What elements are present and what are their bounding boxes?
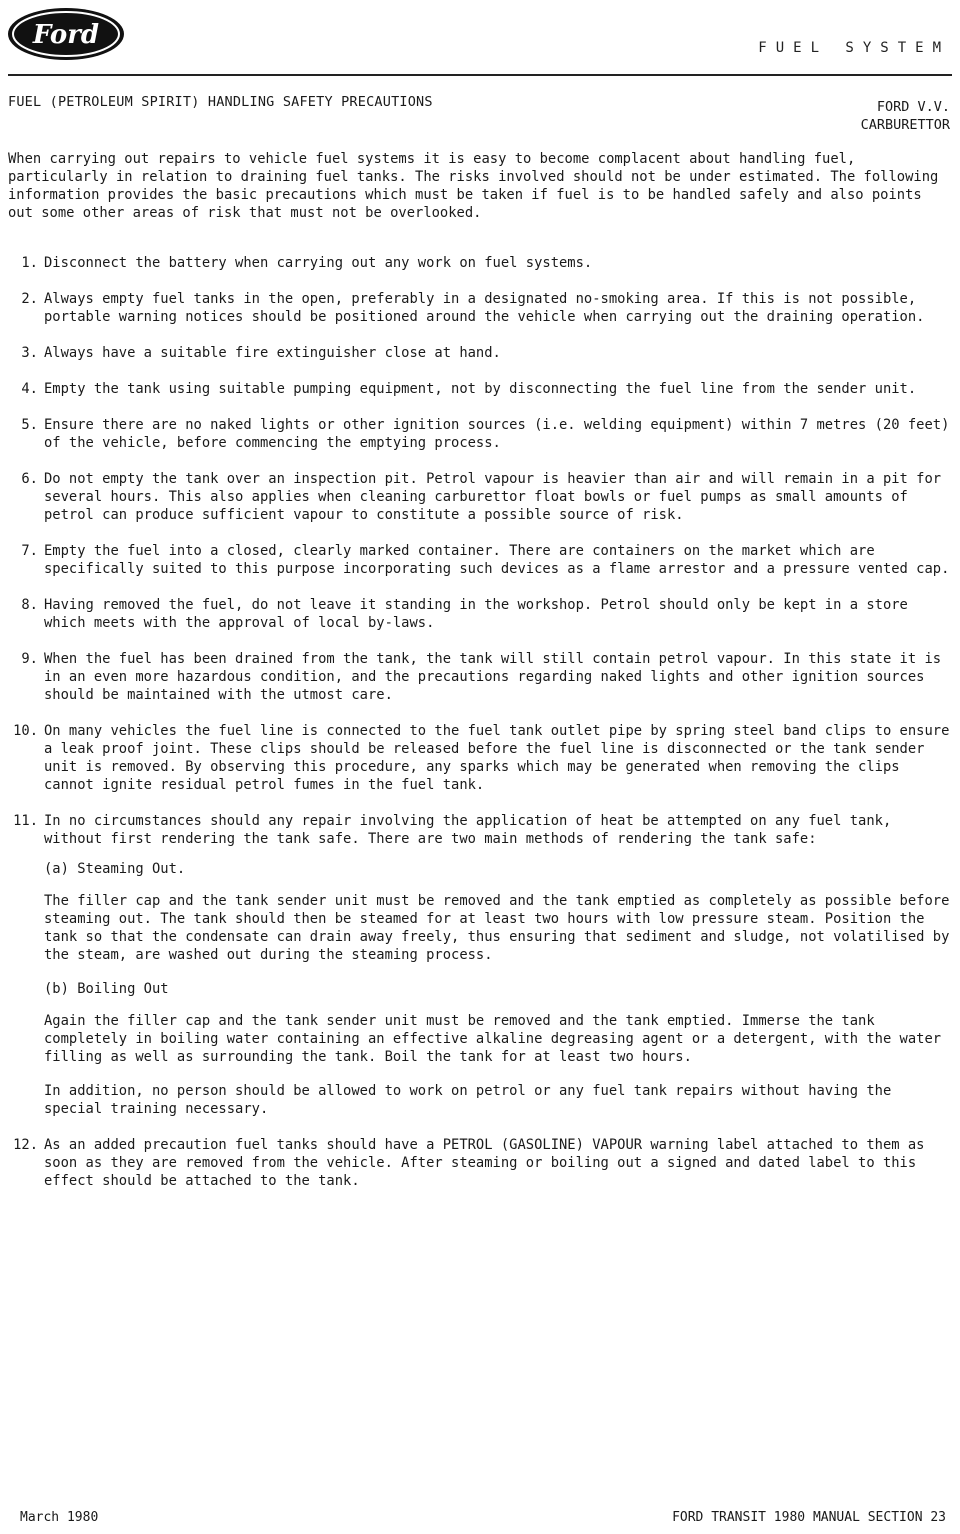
item-text: Having removed the fuel, do not leave it standing in the workshop. Petrol should only be kept in a store which meets with the approval of local by-laws. [44, 597, 908, 631]
item-number: 12. [13, 1137, 38, 1153]
precautions-list [8, 254, 950, 1190]
subtitle-line-2: CARBURETTOR [860, 117, 950, 133]
document-subtitle [861, 98, 950, 134]
list-item [8, 290, 950, 326]
item-text: On many vehicles the fuel line is connected to the fuel tank outlet pipe by spring steel band clips to ensure a leak proof joint. These clips should be released before the fuel line is disconnected or the tank sender unit is removed. By observing this procedure, any sparks which may be generated when removing the clips cannot ignite residual petrol fumes in the fuel tank. [44, 723, 950, 793]
boiling-out-text: Again the filler cap and the tank sender unit must be removed and the tank emptied. Immerse the tank completely in boiling water containing an effective alkaline degreasing agent or a detergent, with the water filling as well as surrounding the tank. Boil the tank for at least two hours. [44, 1013, 942, 1065]
item-number: 3. [21, 345, 38, 361]
list-item [8, 722, 950, 794]
item-number: 7. [21, 543, 38, 559]
section-title: FUEL SYSTEM [758, 40, 950, 56]
header-divider [8, 74, 952, 76]
footer-date: March 1980 [20, 1510, 99, 1525]
item-text: Always have a suitable fire extinguisher close at hand. [44, 345, 501, 361]
item-number: 4. [21, 381, 38, 397]
item-text: Ensure there are no naked lights or other ignition sources (i.e. welding equipment) within 7 metres (20 feet) of the vehicle, before commencing the emptying process. [44, 417, 950, 451]
item-number: 11. [13, 813, 38, 829]
training-note: In addition, no person should be allowed to work on petrol or any fuel tank repairs without having the special training necessary. [44, 1083, 892, 1117]
item-text: Always empty fuel tanks in the open, preferably in a designated no-smoking area. If this is not possible, portable warning notices should be positioned around the vehicle when carrying out the draining operation. [44, 291, 925, 325]
item-number: 2. [21, 291, 38, 307]
list-item [8, 344, 950, 362]
list-item [8, 380, 950, 398]
item-number: 1. [21, 255, 38, 271]
document-body [8, 150, 950, 1208]
steaming-out-text: The filler cap and the tank sender unit must be removed and the tank emptied as completely as possible before steaming out. The tank should then be steamed for at least two hours with low pressure steam. Position the tank so that the condensate can drain away freely, thus ensuring that sediment and sludge, not volatilised by the steam, are washed out during the steaming process. [44, 893, 950, 963]
item-text: As an added precaution fuel tanks should have a PETROL (GASOLINE) VAPOUR warning label attached to them as soon as they are removed from the vehicle. After steaming or boiling out a signed and dated label to this effect should be attached to the tank. [44, 1137, 925, 1189]
list-item-rendering-tank-safe [8, 812, 950, 1118]
boiling-out-heading: (b) Boiling Out [44, 981, 169, 997]
ford-oval-icon [6, 6, 126, 62]
steaming-out-heading: (a) Steaming Out. [44, 861, 186, 877]
footer-publication: FORD TRANSIT 1980 MANUAL SECTION 23 [672, 1510, 946, 1525]
item-text: Do not empty the tank over an inspection pit. Petrol vapour is heavier than air and will remain in a pit for several hours. This also applies when cleaning carburettor float bowls or fuel pumps as small amounts of petrol can produce sufficient vapour to constitute a possible source of risk. [44, 471, 942, 523]
item-number: 8. [21, 597, 38, 613]
list-item-warning-label [8, 1136, 950, 1190]
list-item [8, 416, 950, 452]
item-number: 6. [21, 471, 38, 487]
item-text: Empty the tank using suitable pumping equipment, not by disconnecting the fuel line from the sender unit. [44, 381, 917, 397]
subtitle-line-1: FORD V.V. [876, 99, 950, 115]
item-number: 5. [21, 417, 38, 433]
item-text: Disconnect the battery when carrying out any work on fuel systems. [44, 255, 593, 271]
list-item [8, 542, 950, 578]
intro-paragraph: When carrying out repairs to vehicle fuel systems it is easy to become complacent about handling fuel, particularly in relation to draining fuel tanks. The risks involved should not be under estimated. The following information provides the basic precautions which must be taken if fuel is to be handled safely and also points out some other areas of risk that must not be overlooked. [8, 151, 939, 221]
item-number: 9. [21, 651, 38, 667]
list-item [8, 596, 950, 632]
list-item [8, 650, 950, 704]
list-item [8, 254, 950, 272]
item-number: 10. [13, 723, 38, 739]
list-item [8, 470, 950, 524]
logo-text: Ford [32, 20, 100, 50]
ford-logo [6, 6, 126, 62]
item-text: Empty the fuel into a closed, clearly marked container. There are containers on the market which are specifically suited to this purpose incorporating such devices as a flame arrestor and a pressure vented cap. [44, 543, 950, 577]
item-text: When the fuel has been drained from the tank, the tank will still contain petrol vapour. In this state it is in an even more hazardous condition, and the precautions regarding naked lights and other ignition sources should be maintained with the utmost care. [44, 651, 942, 703]
document-title: FUEL (PETROLEUM SPIRIT) HANDLING SAFETY PRECAUTIONS [8, 94, 433, 110]
item-text: In no circumstances should any repair involving the application of heat be attempted on any fuel tank, without first rendering the tank safe. There are two main methods of rendering the tank safe: [44, 813, 892, 847]
